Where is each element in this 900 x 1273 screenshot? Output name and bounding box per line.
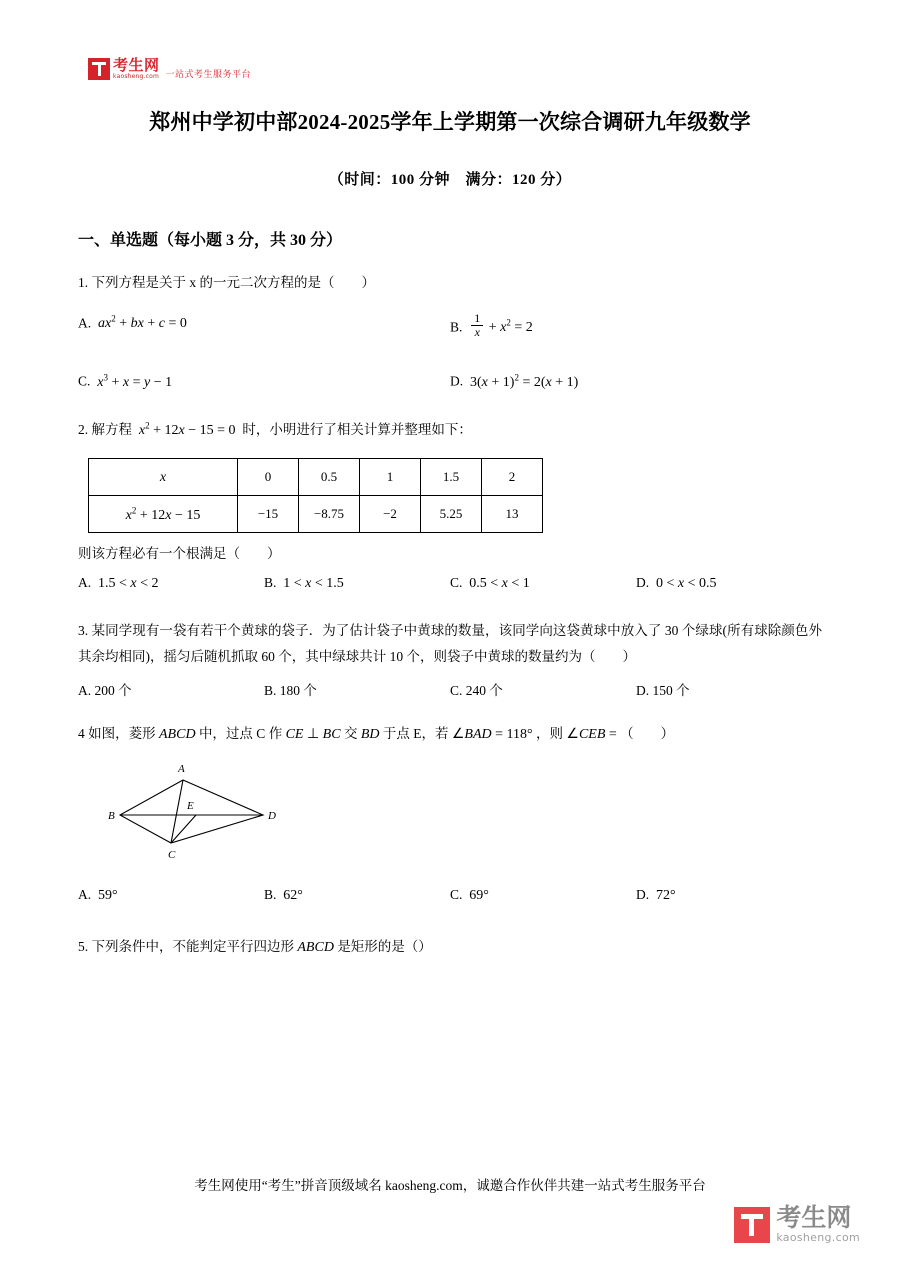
table-cell: 1 [360, 459, 421, 496]
question-3 [78, 618, 822, 669]
question-4-part-9: ，则 [536, 726, 563, 742]
question-2-stem-post: 时，小明进行了相关计算并整理如下： [242, 421, 472, 437]
watermark-sub-text: kaosheng.com [776, 1231, 860, 1244]
table-cell: 2 [482, 459, 543, 496]
footer-note: 考生网使用“考生”拼音顶级域名 kaosheng.com，诚邀合作伙伴共建一站式考生服务平台 [194, 1178, 706, 1193]
svg-text:A: A [178, 763, 185, 775]
question-5-stem-post: 是矩形的是（） [337, 939, 432, 954]
question-1-option-a: A. $ax^2$ + bx + c = 0 [78, 313, 187, 332]
table-cell: 5.25 [421, 496, 482, 533]
question-1-stem: 下列方程是关于 x 的一元二次方程的是（ ） [91, 275, 375, 290]
logo-main-text: 考生网 [113, 56, 160, 74]
rhombus-figure [108, 755, 308, 865]
question-2-number: 2. [78, 421, 89, 437]
question-4-option-c: C. 69° [450, 887, 489, 903]
site-logo [88, 58, 251, 81]
question-4-part-5: 交 [343, 726, 358, 742]
question-4-number: 4 [78, 726, 85, 742]
question-4-options [78, 887, 822, 904]
table-row1-header: x [89, 459, 238, 496]
table-cell: 1.5 [421, 459, 482, 496]
question-1 [78, 270, 822, 296]
question-3-option-d: D. 150 个 [636, 683, 690, 699]
exam-meta: （时间：100 分钟 满分：120 分） [328, 172, 572, 188]
table-cell: 0 [238, 459, 299, 496]
logo-sub-text: kaosheng.com [113, 73, 160, 80]
page-title: 郑州中学初中部2024-2025学年上学期第一次综合调研九年级数学 [149, 110, 751, 134]
question-4-part-3: 中，过点 C 作 [198, 726, 283, 742]
question-4-part-11: （ ） [620, 726, 675, 742]
question-1-option-d: D. $3(x + 1)^2 = 2(x + 1)$ [450, 372, 579, 390]
table-row2-header: $x^2 + 12x - 15$ [89, 496, 238, 533]
question-2-option-b: B. 1 < x < 1.5 [264, 575, 344, 592]
question-2-option-c: C. 0.5 < x < 1 [450, 575, 530, 592]
watermark-mark-icon [734, 1207, 770, 1243]
question-3-option-a: A. 200 个 [78, 683, 132, 699]
table-cell: −2 [360, 496, 421, 533]
question-2 [78, 417, 822, 445]
svg-text:B: B [108, 810, 115, 822]
watermark [734, 1205, 860, 1244]
table-cell: 13 [482, 496, 543, 533]
question-5: 5. 下列条件中，不能判定平行四边形 ABCD 是矩形的是（） [78, 939, 432, 955]
question-3-number: 3. [78, 623, 89, 639]
table-cell: −8.75 [299, 496, 360, 533]
question-3-stem: 某同学现有一袋有若干个黄球的袋子．为了估计袋子中黄球的数量，该同学向这袋黄球中放入了 30 个绿球(所有球除颜色外其余均相同)，摇匀后随机抓取 60 个，其中绿球共计 10 个，则袋子中黄球的数量约为（ ） [78, 623, 823, 664]
question-1-option-b: B. $\frac{1}{x}$ + $x^2 = 2$ [450, 310, 533, 340]
question-2-after-table: 则该方程必有一个根满足（ ） [78, 546, 281, 562]
question-4-part-7: 于点 E，若 [382, 726, 449, 742]
question-2-option-d: D. 0 < x < 0.5 [636, 575, 717, 592]
question-4-option-d: D. 72° [636, 887, 676, 903]
question-5-number: 5. [78, 939, 89, 954]
question-2-option-a: A. 1.5 < x < 2 [78, 575, 159, 592]
watermark-main-text: 考生网 [776, 1203, 852, 1232]
value-table [88, 458, 543, 533]
table-row [89, 459, 543, 496]
logo-tagline: 一站式考生服务平台 [165, 70, 252, 80]
table-row [89, 496, 543, 533]
question-2-stem-pre: 解方程 [91, 421, 132, 437]
question-1-options-row-1 [78, 310, 822, 343]
table-cell: −15 [238, 496, 299, 533]
logo-mark-icon [88, 58, 110, 80]
question-3-option-c: C. 240 个 [450, 683, 503, 699]
question-3-option-b: B. 180 个 [264, 683, 317, 699]
table-cell: 0.5 [299, 459, 360, 496]
section-heading: 一、单选题（每小题 3 分，共 30 分） [78, 232, 343, 249]
question-4-option-a: A. 59° [78, 887, 118, 903]
question-1-option-c: C. $x^3 + x = y - 1$ [78, 372, 173, 390]
svg-text:D: D [268, 810, 276, 822]
question-1-number: 1. [78, 275, 89, 290]
question-1-options-row-2 [78, 372, 822, 391]
question-4: 4 如图，菱形 ABCD 中，过点 C 作 CE ⊥ BC 交 BD 于点 E，若 ∠BAD = 118° ，则 ∠CEB = （ ） [78, 726, 675, 743]
question-2-options [78, 575, 822, 592]
question-4-option-b: B. 62° [264, 887, 303, 903]
question-5-stem-pre: 下列条件中，不能判定平行四边形 [91, 939, 294, 954]
svg-text:C: C [168, 849, 176, 861]
question-4-part-1: 如图，菱形 [88, 726, 156, 742]
question-2-equation: $x^2 + 12x - 15 = 0$ [138, 420, 240, 438]
svg-text:E: E [187, 800, 194, 812]
question-3-options [78, 679, 822, 699]
